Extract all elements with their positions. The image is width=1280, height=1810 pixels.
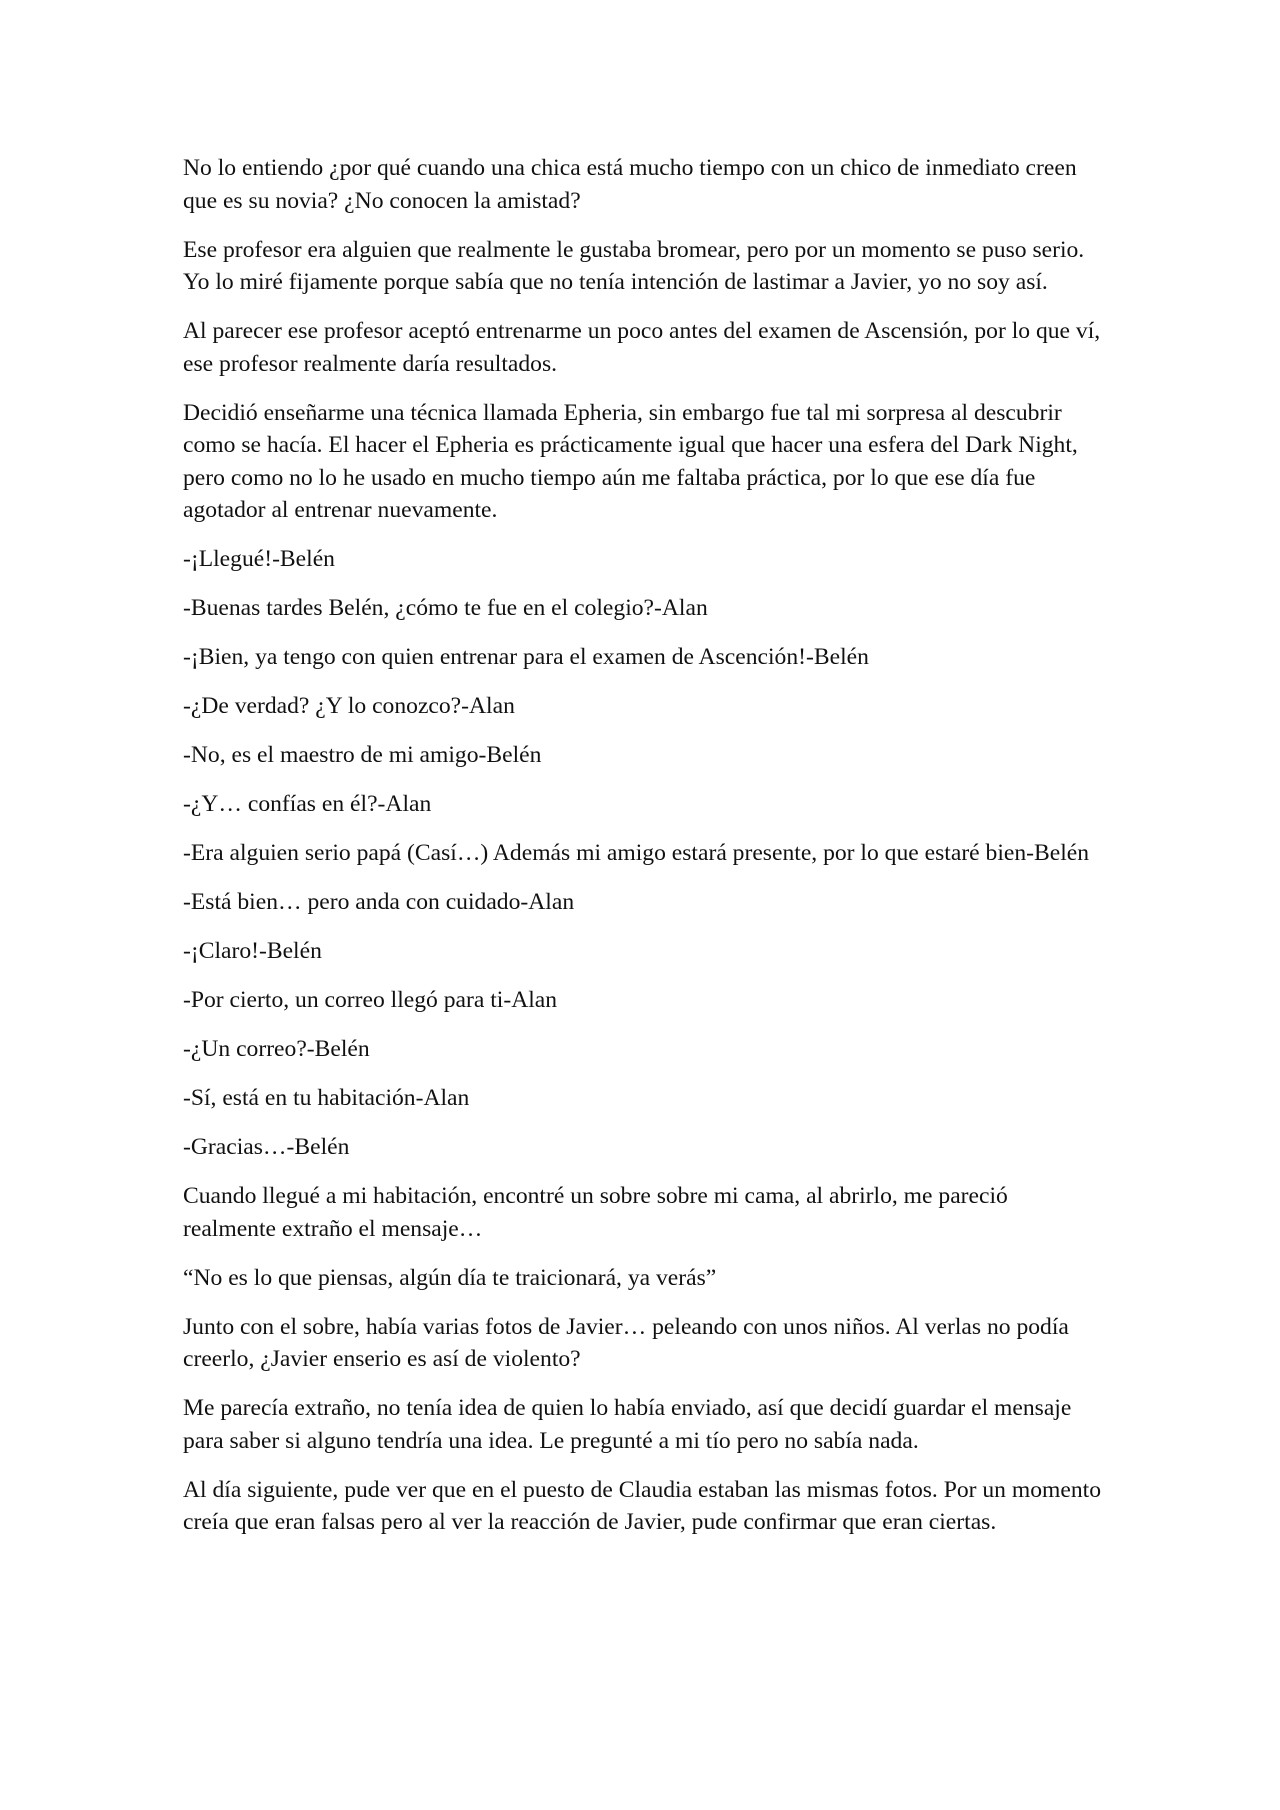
paragraph-2: Ese profesor era alguien que realmente le gustaba bromear, pero por un momento se puso serio. Yo lo miré fijamente porque sabía que no tenía intención de lastimar a Javier, yo no soy así. (183, 236, 1085, 295)
dialogue-line: -¿De verdad? ¿Y lo conozco?-Alan (183, 693, 515, 719)
dialogue-line: -Sí, está en tu habitación-Alan (183, 1085, 470, 1111)
paragraph-21: Me parecía extraño, no tenía idea de quien lo había enviado, así que decidí guardar el mensaje para saber si alguno tendría una idea. Le pregunté a mi tío pero no sabía nada. (183, 1395, 1072, 1454)
dialogue-line: -Gracias…-Belén (183, 1134, 350, 1160)
paragraph-22: Al día siguiente, pude ver que en el puesto de Claudia estaban las mismas fotos. Por un momento creía que eran falsas pero al ver la reacción de Javier, pude confirmar que eran ciertas. (183, 1476, 1102, 1535)
paragraph-18: Cuando llegué a mi habitación, encontré un sobre sobre mi cama, al abrirlo, me pareció realmente extraño el mensaje… (183, 1183, 1008, 1242)
dialogue-line: -No, es el maestro de mi amigo-Belén (183, 742, 542, 768)
dialogue-line: -Era alguien serio papá (Casí…) Además mi amigo estará presente, por lo que estaré bien-Belén (183, 840, 1090, 866)
dialogue-line: -Está bien… pero anda con cuidado-Alan (183, 889, 575, 915)
dialogue-line: -¡Claro!-Belén (183, 938, 322, 964)
paragraph-4: Decidió enseñarme una técnica llamada Epheria, sin embargo fue tal mi sorpresa al descubrir como se hacía. El hacer el Epheria es prácticamente igual que hacer una esfera del Dark Night, pero como no lo he usado en mucho tiempo aún me faltaba práctica, por lo que ese día fue agotador al entrenar nuevamente. (183, 399, 1078, 523)
paragraph-1: No lo entiendo ¿por qué cuando una chica está mucho tiempo con un chico de inmediato creen que es su novia? ¿No conocen la amistad? (183, 155, 1077, 214)
paragraph-3: Al parecer ese profesor aceptó entrenarme un poco antes del examen de Ascensión, por lo que ví, ese profesor realmente daría resultados. (183, 318, 1101, 377)
dialogue-line: -Por cierto, un correo llegó para ti-Alan (183, 987, 558, 1013)
dialogue-line: -¡Llegué!-Belén (183, 546, 335, 572)
paragraph-20: Junto con el sobre, había varias fotos de Javier… peleando con unos niños. Al verlas no podía creerlo, ¿Javier enserio es así de violento? (183, 1313, 1069, 1372)
dialogue-line: -¿Un correo?-Belén (183, 1036, 370, 1062)
body-text (183, 152, 1103, 1555)
dialogue-line: -Buenas tardes Belén, ¿cómo te fue en el colegio?-Alan (183, 595, 708, 621)
dialogue-line: -¡Bien, ya tengo con quien entrenar para el examen de Ascención!-Belén (183, 644, 869, 670)
dialogue-line: -¿Y… confías en él?-Alan (183, 791, 432, 817)
quoted-message: “No es lo que piensas, algún día te traicionará, ya verás” (183, 1264, 717, 1291)
